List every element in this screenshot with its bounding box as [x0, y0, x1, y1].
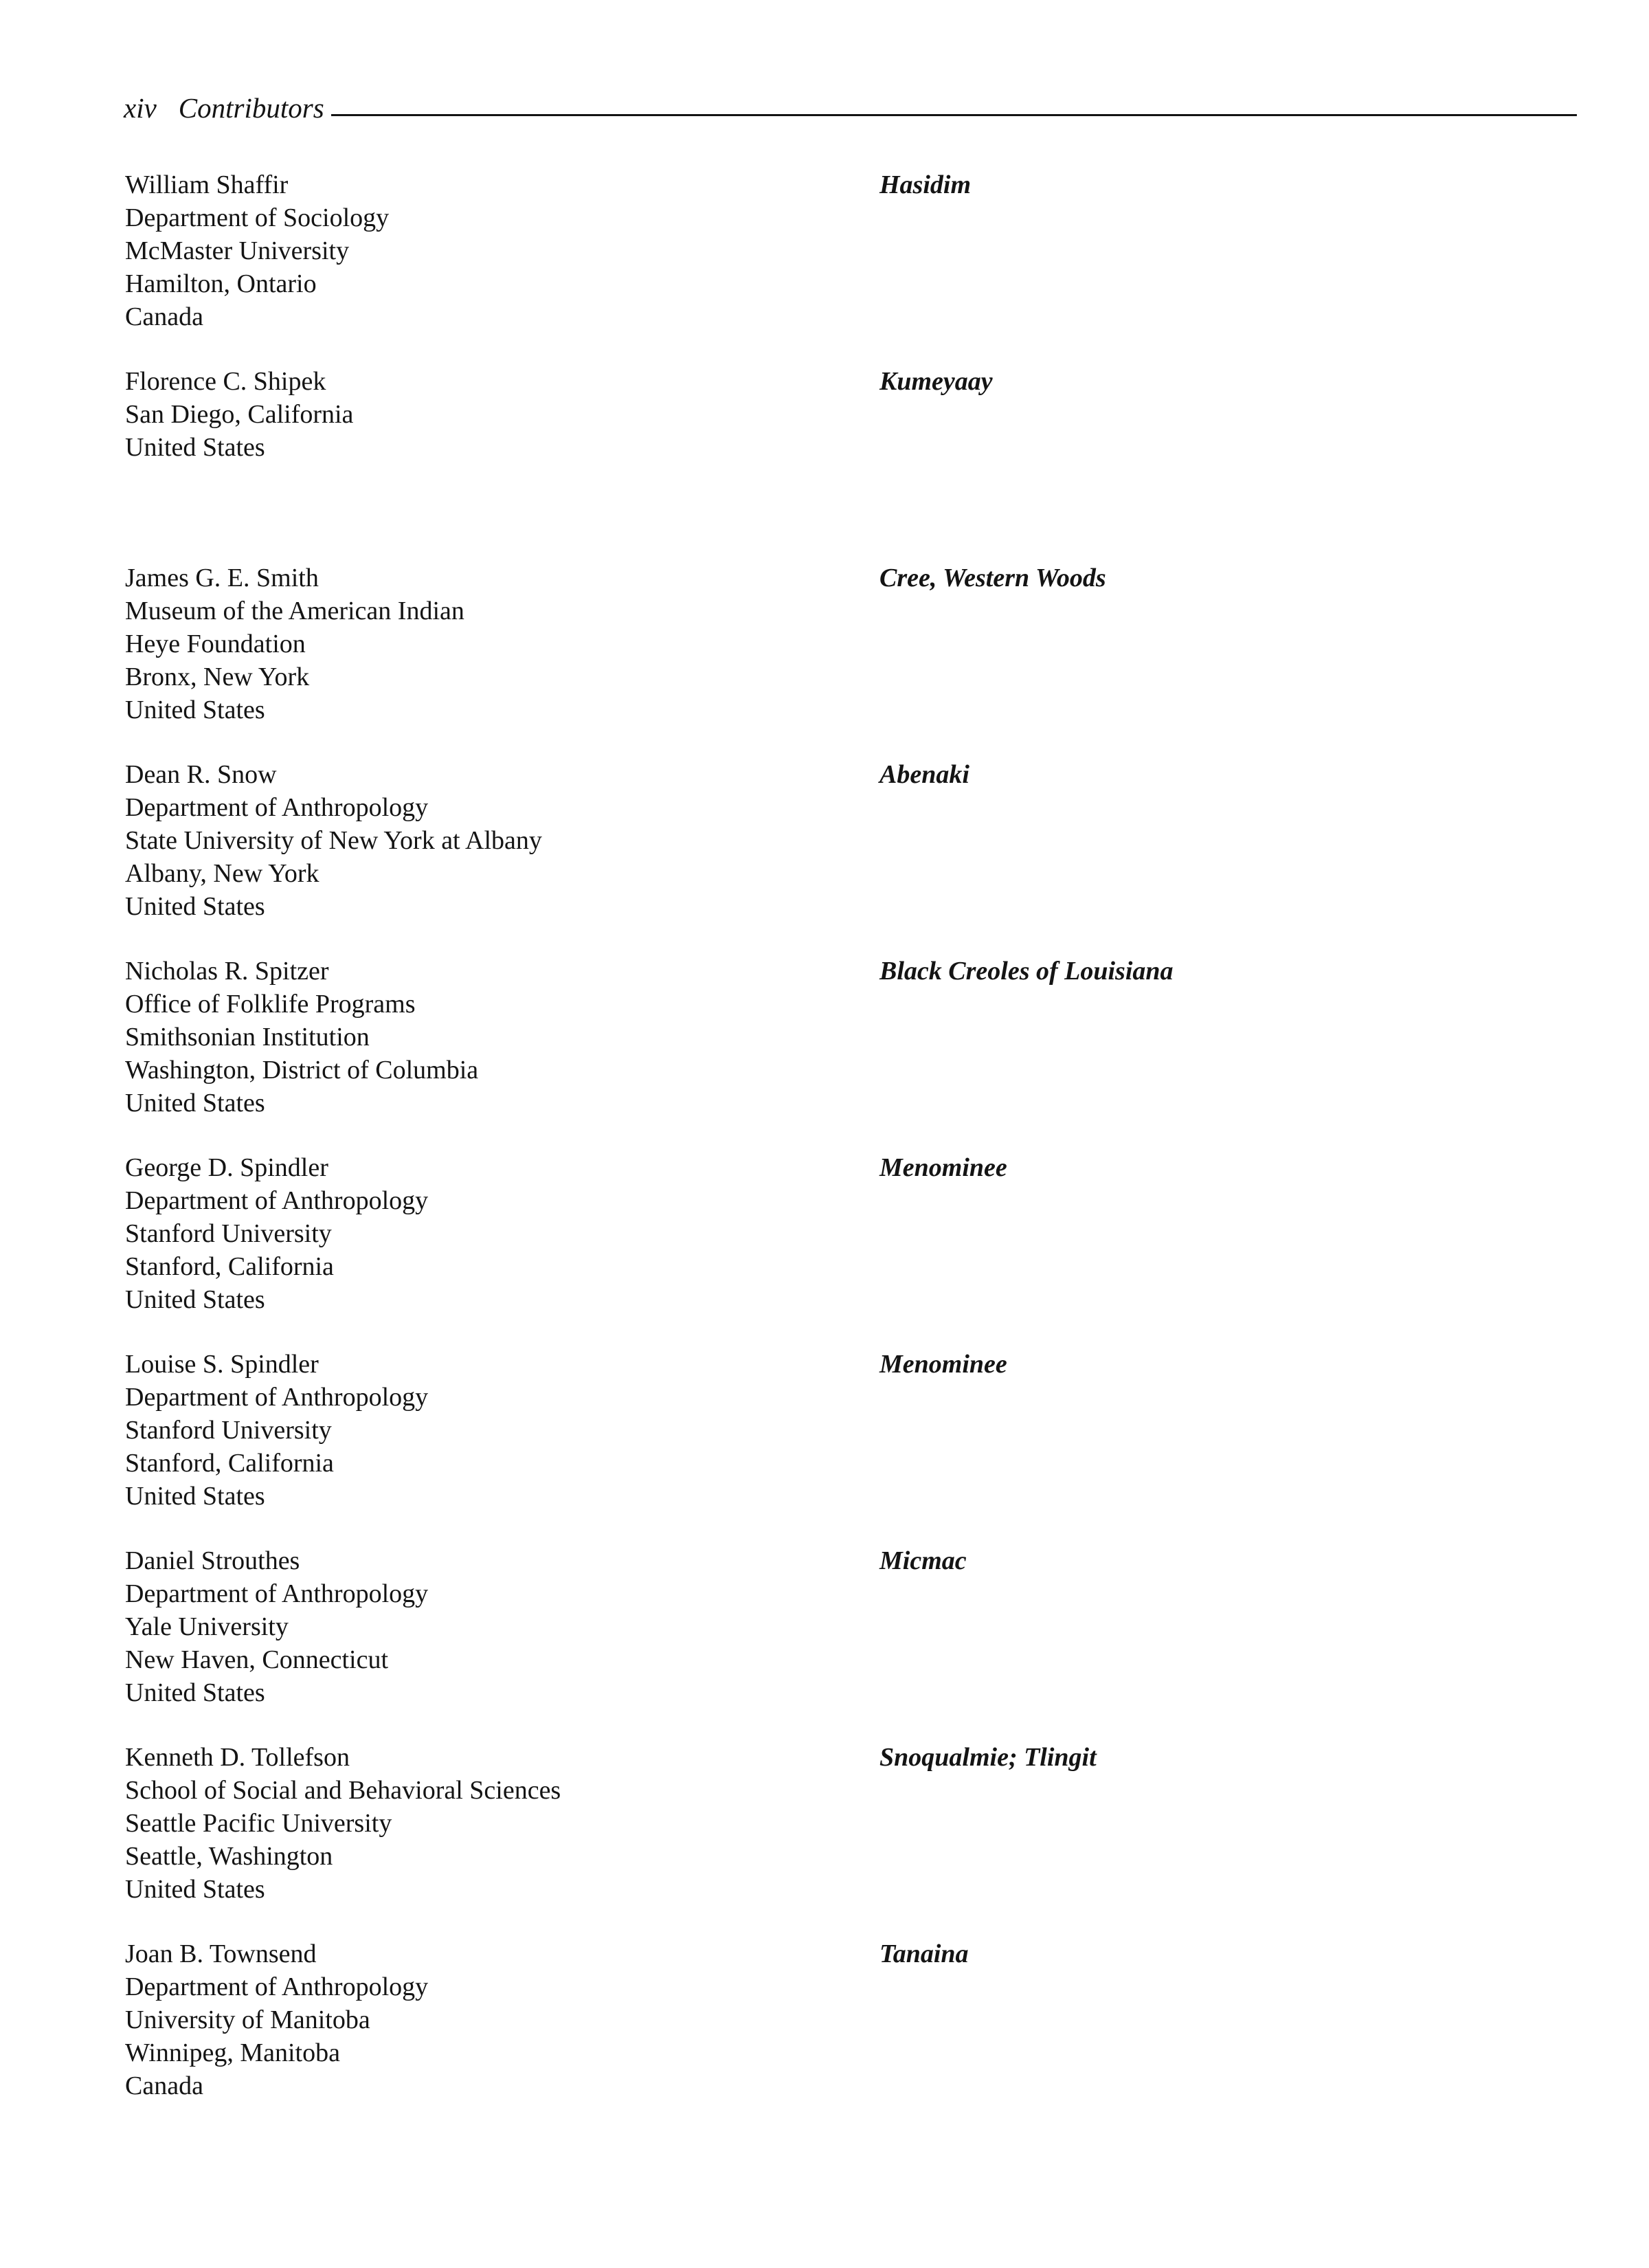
header-rule [331, 114, 1577, 116]
affiliation-line: Stanford University [125, 1219, 332, 1248]
contributor-name: Louise S. Spindler [125, 1350, 319, 1379]
contributor-name: Joan B. Townsend [125, 1939, 317, 1968]
contributor-address [125, 1348, 846, 1513]
affiliation-line: United States [125, 1875, 265, 1904]
contributor-address [125, 1544, 846, 1709]
affiliation-line: Yale University [125, 1612, 289, 1641]
contributor-address [125, 365, 846, 464]
affiliation-line: Seattle Pacific University [125, 1809, 392, 1838]
contributed-entry-title: Menominee [879, 1350, 1007, 1379]
affiliation-line: Washington, District of Columbia [125, 1056, 479, 1085]
contributed-entry-title: Hasidim [879, 170, 972, 199]
contributor-entry [125, 365, 1568, 562]
affiliation-line: United States [125, 1089, 265, 1118]
contributor-address [125, 1151, 846, 1316]
affiliation-line: School of Social and Behavioral Sciences [125, 1776, 561, 1805]
affiliation-line: Canada [125, 302, 203, 331]
affiliation-line: Albany, New York [125, 859, 319, 888]
affiliation-line: United States [125, 1285, 265, 1314]
contributor-address [125, 758, 846, 923]
contributed-entry-title: Tanaina [879, 1939, 969, 1968]
affiliation-line: Department of Anthropology [125, 1972, 429, 2001]
contributor-address [125, 1741, 846, 1906]
contributor-address [125, 562, 846, 726]
affiliation-line: Stanford University [125, 1416, 332, 1445]
contributor-entry [125, 1348, 1568, 1544]
affiliation-line: Smithsonian Institution [125, 1023, 370, 1052]
affiliation-line: Department of Anthropology [125, 1383, 429, 1412]
affiliation-line: University of Manitoba [125, 2005, 370, 2034]
affiliation-line: Stanford, California [125, 1252, 334, 1281]
contributor-entry [125, 955, 1568, 1151]
affiliation-line: Museum of the American Indian [125, 597, 464, 625]
contributor-name: Daniel Strouthes [125, 1546, 300, 1575]
contributed-entry-title: Abenaki [879, 760, 969, 789]
affiliation-line: Department of Anthropology [125, 793, 429, 822]
affiliation-line: Office of Folklife Programs [125, 990, 416, 1019]
contributor-address [125, 168, 846, 333]
contributor-entry [125, 168, 1568, 365]
contributor-entry [125, 758, 1568, 955]
affiliation-line: Department of Sociology [125, 203, 390, 232]
affiliation-line: United States [125, 1678, 265, 1707]
affiliation-line: Canada [125, 2071, 203, 2100]
section-title: Contributors [178, 92, 324, 124]
affiliation-line: United States [125, 1482, 265, 1511]
contributed-entry-title: Black Creoles of Louisiana [879, 957, 1174, 986]
affiliation-line: San Diego, California [125, 400, 354, 429]
contributor-list [125, 168, 1568, 2134]
affiliation-line: Winnipeg, Manitoba [125, 2038, 340, 2067]
contributor-entry [125, 1741, 1568, 1937]
affiliation-line: Bronx, New York [125, 663, 310, 691]
contributor-entry [125, 562, 1568, 758]
contributor-name: Nicholas R. Spitzer [125, 957, 329, 986]
contributor-name: Kenneth D. Tollefson [125, 1743, 350, 1772]
affiliation-line: New Haven, Connecticut [125, 1645, 389, 1674]
contributor-entry [125, 1544, 1568, 1741]
contributed-entry-title: Menominee [879, 1153, 1007, 1182]
contributed-entry-title: Snoqualmie; Tlingit [879, 1743, 1097, 1772]
page-number: xiv [124, 92, 157, 124]
running-head [124, 81, 1577, 122]
affiliation-line: Department of Anthropology [125, 1579, 429, 1608]
affiliation-line: McMaster University [125, 236, 350, 265]
contributor-name: George D. Spindler [125, 1153, 328, 1182]
affiliation-line: Hamilton, Ontario [125, 269, 317, 298]
contributed-entry-title: Kumeyaay [879, 367, 993, 396]
contributor-name: Dean R. Snow [125, 760, 277, 789]
contributed-entry-title: Micmac [879, 1546, 967, 1575]
contributor-entry [125, 1151, 1568, 1348]
contributed-entry-title: Cree, Western Woods [879, 564, 1106, 592]
affiliation-line: Stanford, California [125, 1449, 334, 1478]
affiliation-line: Department of Anthropology [125, 1186, 429, 1215]
affiliation-line: United States [125, 892, 265, 921]
contributor-name: James G. E. Smith [125, 564, 319, 592]
affiliation-line: Seattle, Washington [125, 1842, 333, 1871]
affiliation-line: United States [125, 433, 265, 462]
contributor-address [125, 955, 846, 1120]
affiliation-line: State University of New York at Albany [125, 826, 542, 855]
affiliation-line: Heye Foundation [125, 630, 306, 658]
contributor-name: William Shaffir [125, 170, 289, 199]
contributor-entry [125, 1937, 1568, 2134]
affiliation-line: United States [125, 696, 265, 724]
contributor-address [125, 1937, 846, 2102]
contributor-name: Florence C. Shipek [125, 367, 326, 396]
